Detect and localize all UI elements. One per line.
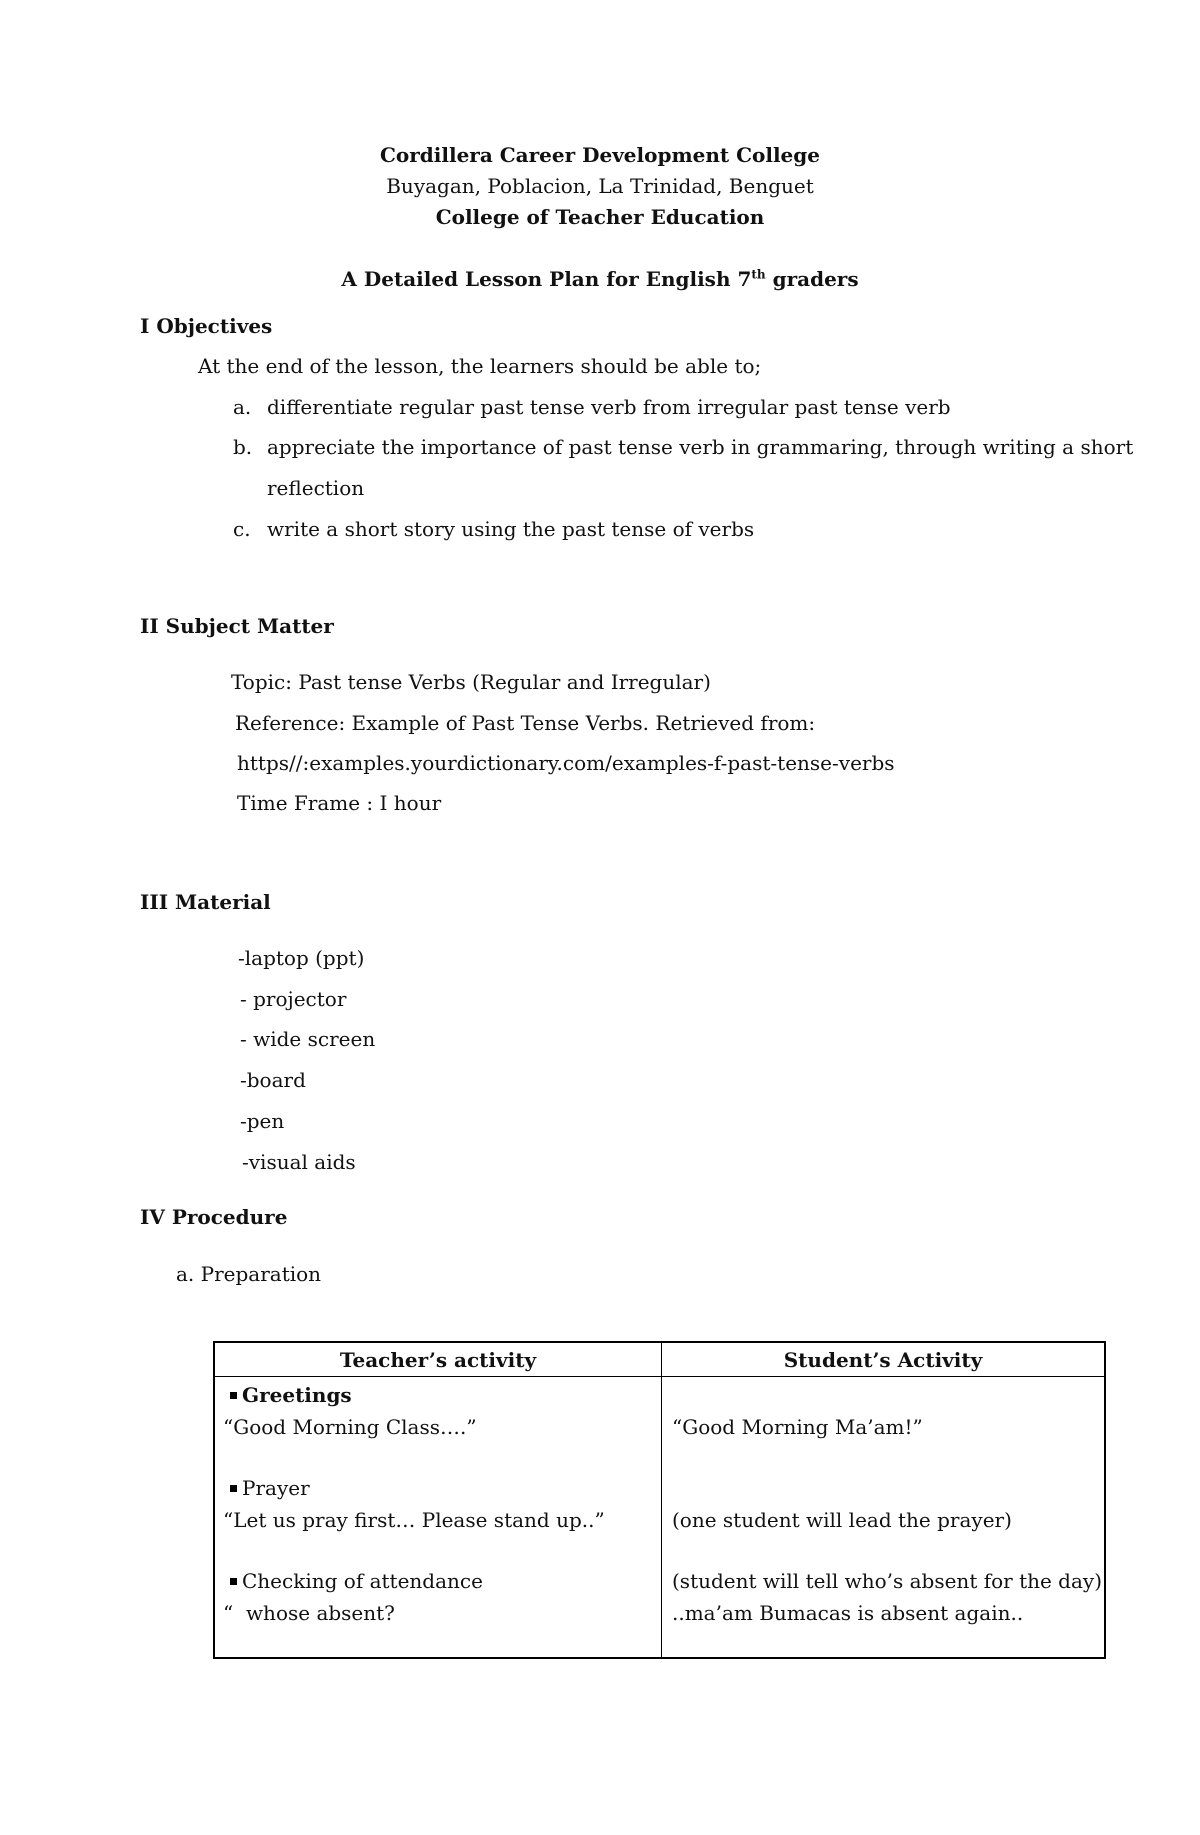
- material-item: -visual aids: [242, 1150, 356, 1174]
- subject-reference: Reference: Example of Past Tense Verbs. Retrieved from:: [235, 711, 816, 735]
- objective-item-a: [233, 395, 951, 419]
- prayer-label: [230, 1476, 310, 1500]
- objective-item-c: [233, 517, 754, 541]
- material-item: -pen: [240, 1109, 285, 1133]
- attendance-label-text: Checking of attendance: [242, 1569, 483, 1593]
- objective-text: write a short story using the past tense of verbs: [267, 517, 755, 541]
- material-item: -board: [240, 1068, 306, 1092]
- activity-table: [213, 1341, 1106, 1659]
- bullet-square-icon: [230, 1578, 237, 1585]
- attendance-teacher-line: “ whose absent?: [223, 1601, 395, 1625]
- student-activity-cell: [662, 1377, 1106, 1659]
- procedure-heading: IV Procedure: [140, 1205, 288, 1229]
- teacher-activity-cell: [214, 1377, 662, 1659]
- material-item: - projector: [240, 987, 347, 1011]
- greetings-label: [230, 1383, 352, 1407]
- college-name: Cordillera Career Development College: [380, 143, 820, 167]
- column-header-student: Student’s Activity: [662, 1342, 1106, 1377]
- prayer-student-line: (one student will lead the prayer): [672, 1508, 1012, 1532]
- department-name: College of Teacher Education: [435, 205, 765, 229]
- subject-reference-url: https//:examples.yourdictionary.com/examples-f-past-tense-verbs: [237, 751, 895, 775]
- objective-text: differentiate regular past tense verb from irregular past tense verb: [267, 395, 951, 419]
- objective-marker: b.: [233, 435, 253, 459]
- objective-text: appreciate the importance of past tense verb in grammaring, through writing a short: [267, 435, 1134, 459]
- plan-title: [0, 267, 1200, 291]
- objective-item-b-continuation: reflection: [267, 476, 365, 500]
- procedure-subheading: a. Preparation: [176, 1262, 322, 1286]
- material-item: - wide screen: [240, 1027, 376, 1051]
- attendance-label: [230, 1569, 483, 1593]
- prayer-label-text: Prayer: [242, 1476, 310, 1500]
- attendance-student-line-1: (student will tell who’s absent for the day): [672, 1569, 1103, 1593]
- attendance-student-line-2: ..ma’am Bumacas is absent again..: [672, 1601, 1024, 1625]
- objectives-intro: At the end of the lesson, the learners should be able to;: [198, 354, 762, 378]
- greetings-teacher-line: “Good Morning Class….”: [223, 1415, 477, 1439]
- subject-topic: Topic: Past tense Verbs (Regular and Irregular): [231, 670, 711, 694]
- greetings-label-text: Greetings: [242, 1383, 352, 1407]
- prayer-teacher-line: “Let us pray first… Please stand up..”: [223, 1508, 605, 1532]
- subject-time-frame: Time Frame : I hour: [237, 791, 442, 815]
- bullet-square-icon: [230, 1485, 237, 1492]
- plan-title-end: graders: [765, 267, 859, 291]
- objectives-heading: I Objectives: [140, 314, 273, 338]
- material-heading: III Material: [140, 890, 271, 914]
- subject-matter-heading: II Subject Matter: [140, 614, 334, 638]
- bullet-square-icon: [230, 1392, 237, 1399]
- table-row: [214, 1377, 1105, 1659]
- objective-marker: c.: [233, 517, 251, 541]
- objective-item-b: [233, 435, 1133, 459]
- plan-title-sup: th: [751, 267, 766, 282]
- objective-marker: a.: [233, 395, 252, 419]
- table-header-row: [214, 1342, 1105, 1377]
- plan-title-main: A Detailed Lesson Plan for English 7: [341, 267, 752, 291]
- column-header-teacher: Teacher’s activity: [214, 1342, 662, 1377]
- material-item: -laptop (ppt): [238, 946, 365, 970]
- college-address: Buyagan, Poblacion, La Trinidad, Benguet: [386, 174, 814, 198]
- greetings-student-line: “Good Morning Ma’am!”: [672, 1415, 923, 1439]
